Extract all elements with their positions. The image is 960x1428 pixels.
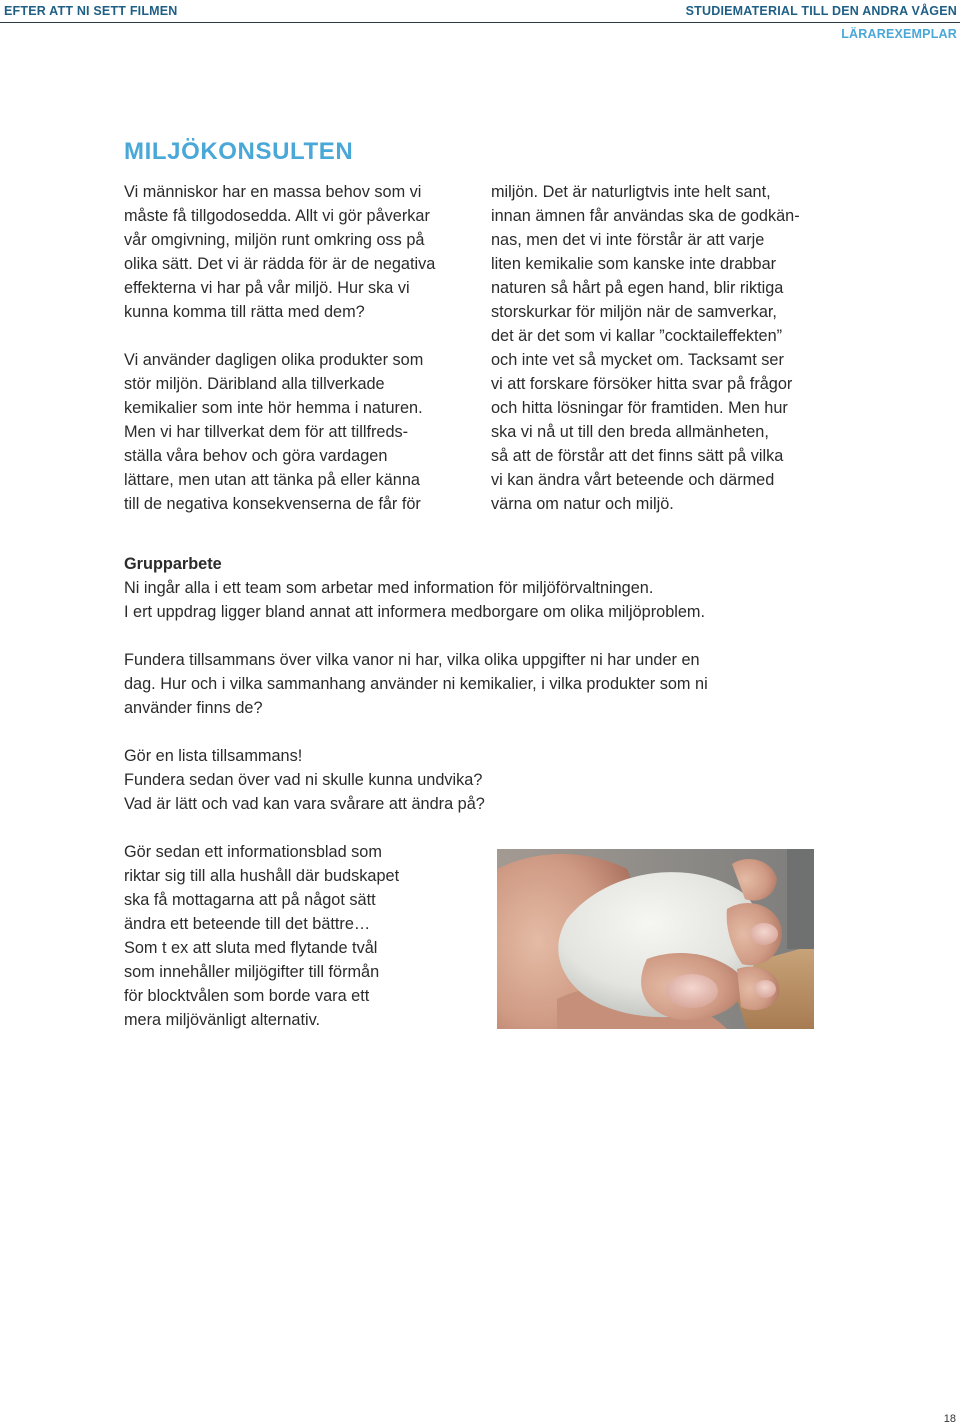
text-line: ska vi nå ut till den breda allmänheten, <box>491 423 769 441</box>
hand-holding-soap-image <box>497 849 814 1029</box>
text-line: naturen så hårt på egen hand, blir riktiga <box>491 279 784 297</box>
text-line: kemikalier som inte hör hemma i naturen. <box>124 399 423 417</box>
text-line: vår omgivning, miljön runt omkring oss på <box>124 231 425 249</box>
text-line: ska få mottagarna att på något sätt <box>124 891 376 909</box>
text-line: dag. Hur och i vilka sammanhang använder ni kemikalier, i vilka produkter som ni <box>124 675 708 693</box>
list-instructions <box>124 744 824 816</box>
header-subtitle: LÄRAREXEMPLAR <box>841 27 957 41</box>
text-line: Vad är lätt och vad kan vara svårare att ändra på? <box>124 795 485 813</box>
text-line: ändra ett beteende till det bättre… <box>124 915 371 933</box>
text-line: innan ämnen får användas ska de godkän- <box>491 207 800 225</box>
text-line: vi att forskare försöker hitta svar på frågor <box>491 375 793 393</box>
text-line: effekterna vi har på vår miljö. Hur ska vi <box>124 279 410 297</box>
text-line: storskurkar för miljön när de samverkar, <box>491 303 777 321</box>
text-line: Fundera sedan över vad ni skulle kunna undvika? <box>124 771 483 789</box>
text-line: som innehåller miljögifter till förmån <box>124 963 380 981</box>
text-line: nas, men det vi inte förstår är att varje <box>491 231 765 249</box>
discussion-paragraph <box>124 648 824 720</box>
group-work-heading: Grupparbete <box>124 555 222 573</box>
soap-photo <box>497 849 814 1029</box>
text-line: vi kan ändra vårt beteende och därmed <box>491 471 775 489</box>
text-line: mera miljövänligt alternativ. <box>124 1011 321 1029</box>
text-line: använder finns de? <box>124 699 263 717</box>
text-line: Ni ingår alla i ett team som arbetar med information för miljöförvaltningen. <box>124 579 654 597</box>
text-line: liten kemikalie som kanske inte drabbar <box>491 255 777 273</box>
text-line: olika sätt. Det vi är rädda för är de negativa <box>124 255 436 273</box>
text-line: riktar sig till alla hushåll där budskapet <box>124 867 400 885</box>
text-line: så att de förstår att det finns sätt på vilka <box>491 447 784 465</box>
intro-right-column <box>491 180 851 516</box>
header-right: STUDIEMATERIAL TILL DEN ANDRA VÅGEN <box>685 4 957 18</box>
text-line: I ert uppdrag ligger bland annat att informera medborgare om olika miljöproblem. <box>124 603 706 621</box>
text-line: miljön. Det är naturligtvis inte helt sant, <box>491 183 771 201</box>
group-work-section <box>124 552 824 624</box>
text-line: för blocktvålen som borde vara ett <box>124 987 370 1005</box>
text-line: och inte vet så mycket om. Tacksamt ser <box>491 351 784 369</box>
text-line: måste få tillgodosedda. Allt vi gör påverkar <box>124 207 430 225</box>
header-left: EFTER ATT NI SETT FILMEN <box>4 4 178 18</box>
text-line: Vi människor har en massa behov som vi <box>124 183 422 201</box>
page-title: MILJÖKONSULTEN <box>124 138 354 165</box>
text-line: Men vi har tillverkat dem för att tillfreds- <box>124 423 409 441</box>
text-line: Fundera tillsammans över vilka vanor ni har, vilka olika uppgifter ni har under en <box>124 651 700 669</box>
text-line: Gör en lista tillsammans! <box>124 747 303 765</box>
text-line: till de negativa konsekvenserna de får för <box>124 495 421 513</box>
text-line: Som t ex att sluta med flytande tvål <box>124 939 378 957</box>
intro-left-column <box>124 180 484 516</box>
header-divider <box>0 22 960 23</box>
text-line: det är det som vi kallar ”cocktaileffekten” <box>491 327 783 345</box>
page-number: 18 <box>943 1413 956 1425</box>
text-line: Gör sedan ett informationsblad som <box>124 843 382 861</box>
info-sheet-paragraph <box>124 840 484 1032</box>
text-line: och hitta lösningar för framtiden. Men hur <box>491 399 788 417</box>
text-line: lättare, men utan att tänka på eller känna <box>124 471 420 489</box>
text-line: stör miljön. Däribland alla tillverkade <box>124 375 385 393</box>
text-line: Vi använder dagligen olika produkter som <box>124 351 424 369</box>
text-line: ställa våra behov och göra vardagen <box>124 447 388 465</box>
text-line: kunna komma till rätta med dem? <box>124 303 365 321</box>
text-line: värna om natur och miljö. <box>491 495 674 513</box>
